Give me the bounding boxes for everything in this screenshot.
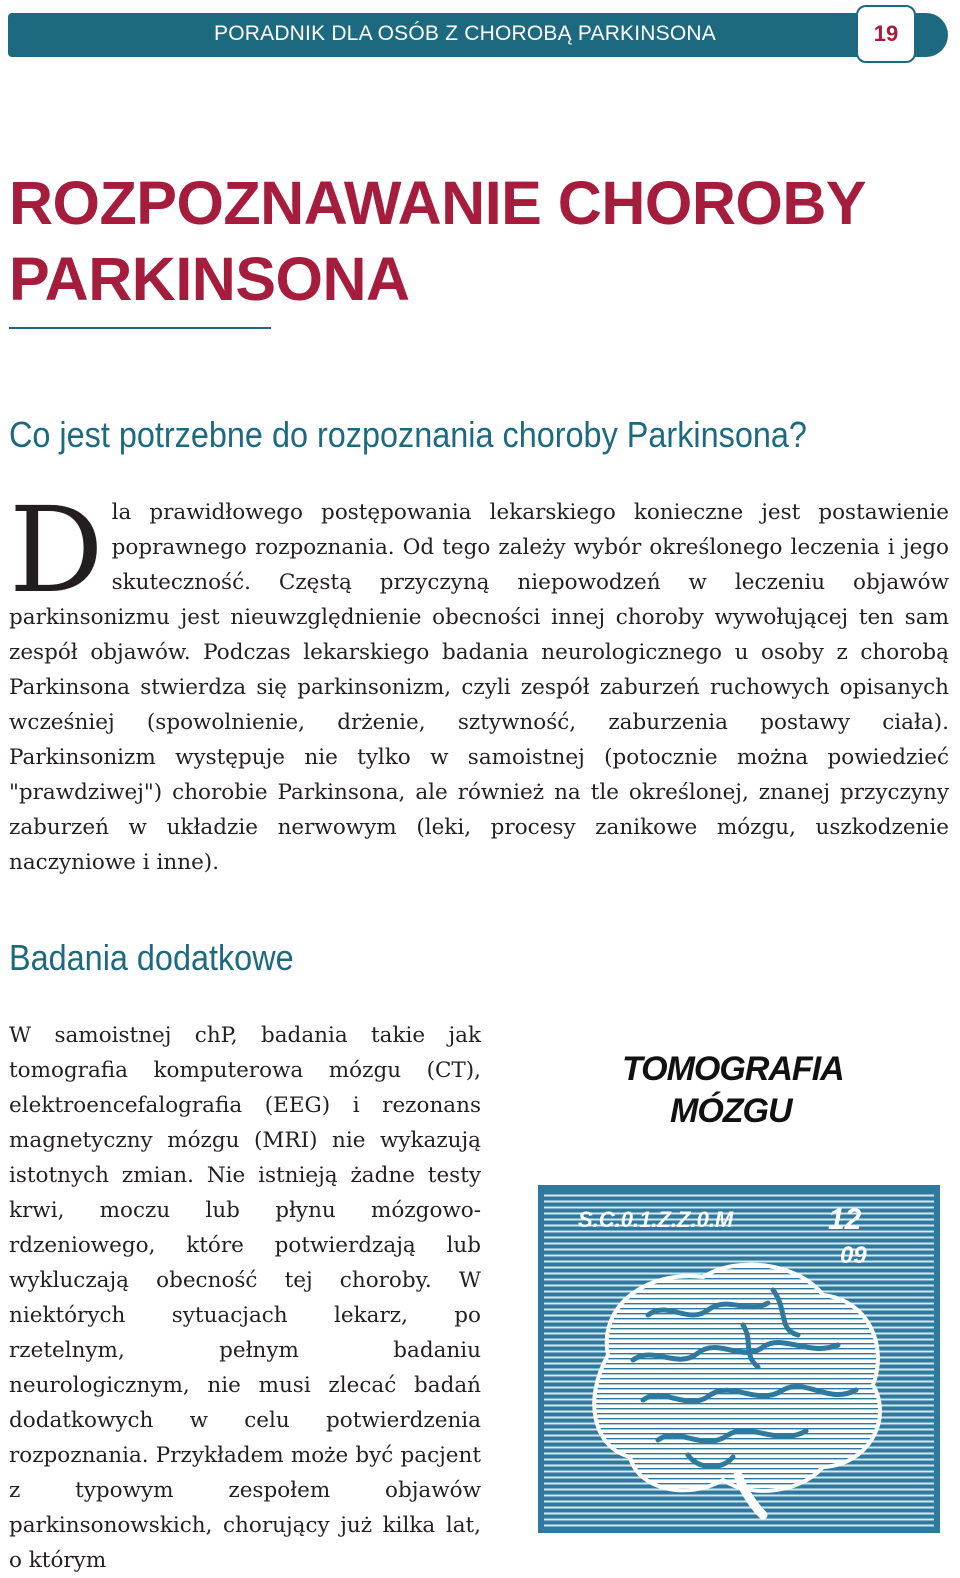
drop-cap: D: [9, 481, 104, 619]
scan-label-left: S.C.0.1.Z.Z.0.M: [578, 1207, 734, 1232]
section-heading-diagnosis: Co jest potrzebne do rozpoznania choroby Parkinsona?: [9, 414, 807, 455]
caption-line-1: TOMOGRAFIA: [622, 1050, 844, 1088]
paragraph-text: la prawidłowego postępowania lekarskiego konieczne jest postawienie poprawnego rozpoznania. Od tego zależy wybór określonego leczenia i jego skuteczność. Częstą przyczyną niepowodzeń w leczeniu objawów parkinsonizmu jest nieuwzględnienie obecności innej choroby wywołującej ten sam zespół objawów. Podczas lekarskiego badania neurologicznego u osoby z chorobą Parkinsona stwierdza się parkinsonizm, czyli zespół zaburzeń ruchowych opisanych wcześniej (spowolnienie, drżenie, sztywność, zaburzenia postawy ciała). Parkinsonizm występuje nie tylko w samoistnej (potocznie można powiedzieć "prawdziwej") chorobie Parkinsona, ale również na tle określonej, znanej przyczyny zaburzeń w układzie nerwowym (leki, procesy zanikowe mózgu, uszkodzenie naczyniowe i inne).: [9, 500, 949, 875]
section-body-additional-tests: W samoistnej chP, badania takie jak tomografia komputerowa mózgu (CT), elektroencefalografia (EEG) i rezonans magnetyczny mózgu (MRI) nie wykazują istotnych zmian. Nie istnieją żadne testy krwi, moczu lub płynu mózgowo-rdzeniowego, które potwierdzają lub wykluczają obecność tej choroby. W niektórych sytuacjach lekarz, po rzetelnym, pełnym badaniu neurologicznym, nie musi zlecać badań dodatkowych w celu potwierdzenia rozpoznania. Przykładem może być pacjent z typowym zespołem objawów parkinsonowskich, chorujący już kilka lat, o którym: [9, 1023, 481, 1573]
illustration-caption: [610, 1040, 850, 1135]
brain-scan-illustration: [538, 1185, 940, 1533]
section-heading-additional-tests: Badania dodatkowe: [9, 937, 294, 978]
chapter-title: ROZPOZNAWANIE CHOROBY PARKINSONA: [9, 169, 865, 313]
section-body-diagnosis: [9, 481, 949, 880]
running-header: PORADNIK DLA OSÓB Z CHOROBĄ PARKINSONA: [214, 22, 716, 45]
scan-label-right-top: 12: [828, 1203, 862, 1236]
caption-line-2: MÓZGU: [670, 1092, 792, 1130]
page-number: 19: [856, 5, 916, 63]
title-divider: [9, 327, 271, 329]
scan-label-right-bottom: 09: [840, 1242, 867, 1269]
